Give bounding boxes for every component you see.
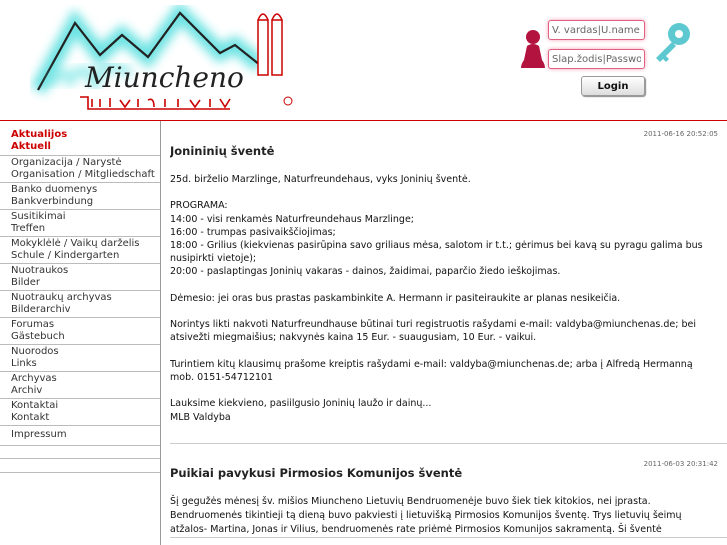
nav-label-lt: Organizacija / Narystė (11, 157, 122, 168)
nav-item-susitikimai[interactable] (0, 210, 160, 237)
nav-label-lt: Mokyklėlė / Vaikų darželis (11, 238, 140, 249)
nav-label-lt: Nuotraukos (11, 265, 69, 276)
nav-item-kontaktai[interactable] (0, 399, 160, 426)
article (170, 121, 727, 444)
nav-label-de: Aktuell (11, 141, 51, 152)
key-icon (646, 20, 696, 68)
nav-item-banko-duomenys[interactable] (0, 183, 160, 210)
nav-label-de: Organisation / Mitgliedschaft (11, 169, 155, 180)
login-form (518, 18, 723, 100)
nav-label-de: Bankverbindung (11, 196, 94, 207)
nav-item-organizacija[interactable] (0, 156, 160, 183)
nav-label-de: Gästebuch (11, 331, 65, 342)
nav-item-forumas[interactable] (0, 318, 160, 345)
article (170, 444, 727, 538)
article-title[interactable]: Jonininių šventė (170, 144, 275, 158)
nav-label-de: Bilder (11, 277, 41, 288)
nav-label-lt: Nuotraukų archyvas (11, 292, 112, 303)
nav-item-archyvas[interactable] (0, 372, 160, 399)
article-date: 2011-06-03 20:31:42 (643, 460, 718, 468)
article-date: 2011-06-16 20:52:05 (643, 130, 718, 138)
nav-label-de: Bilderarchiv (11, 304, 71, 315)
nav-item-impressum[interactable] (0, 426, 160, 446)
nav-label-lt: Susitikimai (11, 211, 66, 222)
nav-label-lt: Banko duomenys (11, 184, 98, 195)
nav-label-de: Links (11, 358, 37, 369)
pawn-icon (518, 28, 548, 72)
article-title[interactable]: Puikiai pavykusi Pirmosios Komunijos šventė (170, 466, 463, 480)
nav-item-mokyklele[interactable] (0, 237, 160, 264)
main-content (170, 121, 727, 545)
article-body: 25d. birželio Marzlinge, Naturfreundehaus, vyks Joninių šventė. PROGRAMA: 14:00 - visi renkamės Naturfreundehaus Marzlinge; 16:00 - trumpas pasivaikščiojimas; 18:00 - Grilius (kiekvienas pasirūpina savo griliaus mėsa, salotom ir t.t.; gėrimus bei kavą su pyragu galima bus nusipirkti vietoje); 20:00 - paslaptingas Joninių vakaras - dainos, žaidimai, paparčio žiedo ieškojimas. Dėmesio: jei oras bus prastas paskambinkite A. Hermann ir pasiteiraukite ar planas nesikeičia. Norintys likti nakvoti Naturfreundhause būtinai turi registruotis rašydami e-mail: valdyba@miunchenas.de; bei atsivežti miegmaišius; nakvynės kaina 15 Eur. - suaugusiam, 10 Eur. - vaikui. Turintiem kitų klausimų prašome kreiptis rašydami e-mail: valdyba@miunchenas.de; arba į Alfredą Hermanną mob. 0151-54712101 Lauksime kiekvieno, pasiilgusio Joninių laužo ir dainų... MLB Valdyba (170, 174, 703, 423)
header (0, 0, 727, 120)
login-button[interactable]: Login (581, 76, 645, 96)
nav-item-nuorodos[interactable] (0, 345, 160, 372)
nav-label-lt: Archyvas (11, 373, 57, 384)
username-input[interactable] (548, 20, 645, 40)
nav-label-lt: Kontaktai (11, 400, 59, 411)
password-input[interactable] (548, 49, 645, 69)
nav-label-lt: Nuorodos (11, 346, 59, 357)
nav-label-de: Kontakt (11, 412, 50, 423)
nav-item-nuotrauku-archyvas[interactable] (0, 291, 160, 318)
sidebar-empty-box (0, 458, 160, 473)
svg-text:Miuncheno: Miuncheno (85, 61, 244, 94)
sidebar (0, 121, 161, 545)
nav-label-lt: Impressum (11, 429, 67, 440)
nav-menu (0, 121, 160, 446)
nav-item-nuotraukos[interactable] (0, 264, 160, 291)
nav-label-lt: Aktualijos (11, 129, 68, 140)
nav-item-aktualijos[interactable] (0, 121, 160, 156)
miuncheno-lietuviai-logo[interactable] (30, 5, 300, 115)
nav-label-lt: Forumas (11, 319, 55, 330)
nav-label-de: Schule / Kindergarten (11, 250, 120, 261)
article-body: Šį gegužės mėnesį šv. mišios Miuncheno Lietuvių Bendruomenėje buvo šiek tiek kitokios, nei įprasta. Bendruomenės tikintieji tą dieną buvo pakviesti į lietuvišką Pirmosios Komunijos šventę. Trys lietuvių šeimų atžalos- Martina, Jonas ir Vilius, bendruomenės rate priėmė Pirmosios Komunijos sakramentą. Ši šventė (170, 496, 682, 535)
nav-label-de: Treffen (11, 223, 46, 234)
nav-label-de: Archiv (11, 385, 43, 396)
